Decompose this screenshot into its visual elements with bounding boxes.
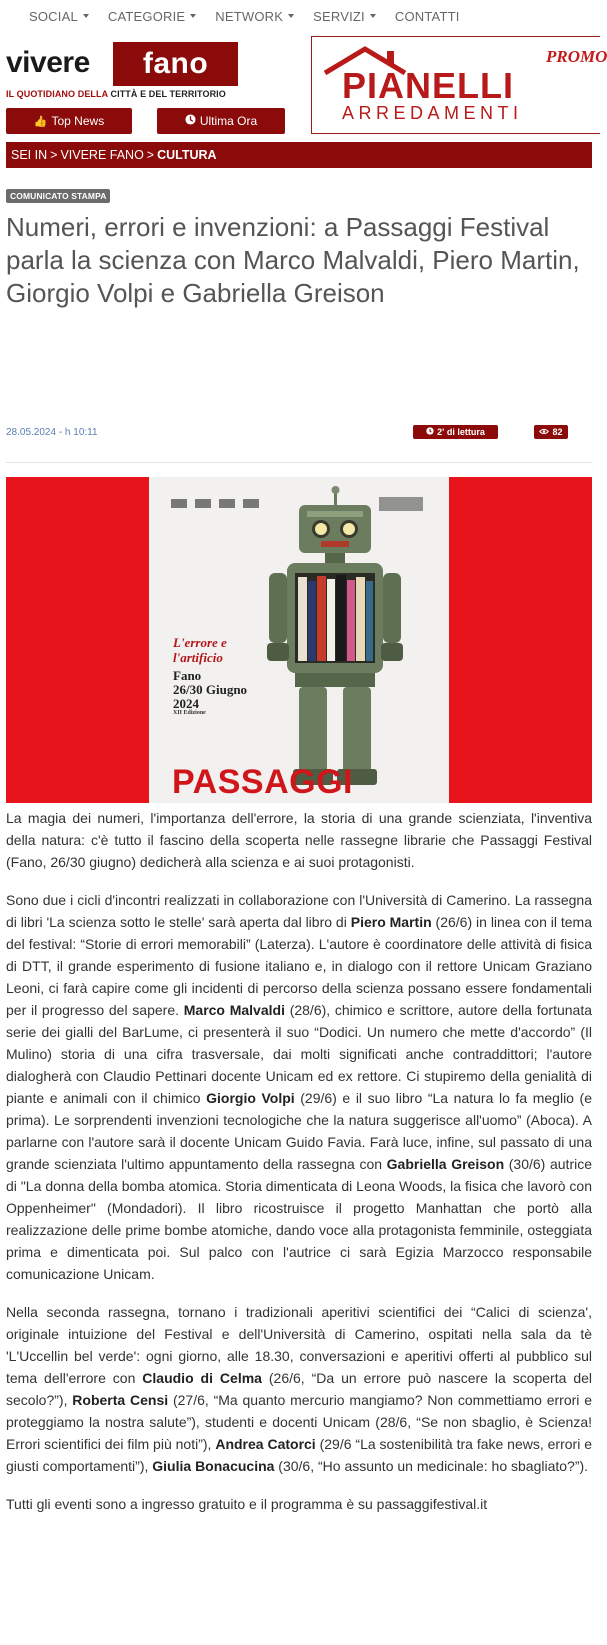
thumbs-up-icon: 👍 xyxy=(33,115,48,128)
divider xyxy=(6,462,592,463)
speaker-name: Andrea Catorci xyxy=(215,1436,316,1452)
tagline-part2: CITTÀ E DEL TERRITORIO xyxy=(110,89,226,99)
nav-contatti[interactable] xyxy=(395,9,460,24)
category-badge: COMUNICATO STAMPA xyxy=(6,189,110,203)
breadcrumb-separator: > xyxy=(50,148,58,162)
text-run: Nella seconda rassegna, tornano i tradizionali aperitivi scientifici dei “Calici di scienza', originale intuizione del Festival e dell'Università di Camerino, ospitati nella sala da tè 'L'Uccellin bel verde': ogni giorno, alle 18.30, conversazioni e aperitivi offerti al pubblico sul tema dell'errore con xyxy=(6,1304,592,1386)
poster-panel xyxy=(149,477,449,803)
article-date: 28.05.2024 - h 10:11 xyxy=(6,427,98,438)
chevron-down-icon xyxy=(288,14,294,18)
clock-icon xyxy=(185,114,196,128)
text-run: Sono due i cicli d'incontri realizzati in collaborazione con l'Università di Camerino. La rassegna di libri 'La scienza sotto le stelle' sarà aperta dal libro di xyxy=(6,892,592,930)
views-count: 82 xyxy=(552,427,563,437)
logo-word-vivere: vivere xyxy=(6,46,90,79)
views-badge xyxy=(534,425,568,439)
nav-social-label: SOCIAL xyxy=(29,8,78,24)
breadcrumb-current[interactable]: CULTURA xyxy=(157,148,217,162)
nav-network-label: NETWORK xyxy=(215,8,284,24)
breadcrumb-parent[interactable]: VIVERE FANO xyxy=(60,148,144,162)
text-run: (26/6) in linea con il tema del festival: “Storie di errori memorabili” (Laterza). L'autore è coordinatore delle attività di fisica di DTT, il grande esperimento di fusione italiano e, in dialogo con il rettore Unicam Graziano Leoni, ci farà capire come gli incidenti di percorso della scienza possano essere fondamentali per il progresso del sapere. xyxy=(6,914,593,1018)
breadcrumb-separator: > xyxy=(146,148,155,162)
ultima-ora-button[interactable] xyxy=(157,108,285,134)
nav-network[interactable] xyxy=(215,9,294,24)
ultima-ora-label: Ultima Ora xyxy=(199,114,258,128)
paragraph xyxy=(6,889,592,1285)
nav-social[interactable] xyxy=(29,9,89,24)
poster-subtitle-line1: L'errore e xyxy=(173,635,227,650)
paragraph: Tutti gli eventi sono a ingresso gratuito e il programma è su passaggifestival.it xyxy=(6,1496,488,1512)
article-title: Numeri, errori e invenzioni: a Passaggi Festival parla la scienza con Marco Malvaldi, Piero Martin, Giorgio Volpi e Gabriella Greison xyxy=(6,212,580,308)
text-run: (28/6), chimico e scrittore, autore della fortunata serie dei gialli del BarLume, ci presenterà il suo “Dodici. Un numero che mette d'accordo” (Il Mulino) storia di una cifra trasversale, dai molti significati anche contraddittori; l'autore dialogherà con Claudio Pettinari docente Unicam ed ex rettore. Ci stupiremo della genialità di piante e animali con il chimico xyxy=(6,1002,592,1106)
poster-dates xyxy=(173,669,247,711)
author-name: Marco Malvaldi xyxy=(183,1002,285,1018)
tagline-part1: IL QUOTIDIANO DELLA xyxy=(6,89,111,99)
site-logo[interactable] xyxy=(6,42,238,100)
nav-servizi[interactable] xyxy=(313,9,376,24)
speaker-name: Giulia Bonacucina xyxy=(152,1458,275,1474)
poster-festival-name: PASSAGGI xyxy=(172,763,353,801)
text-run: (29/6) e il suo libro “La natura lo fa meglio (e prima). Le sorprendenti invenzioni tecnologiche che la natura suggerisce all'uomo” (Aboca). A parlarne con l'autore sarà il docente Unicam Guido Favia. Farà luce, infine, sul passato di una grande scienziata l'ultimo appuntamento della rassegna con xyxy=(6,1090,593,1172)
author-name: Piero Martin xyxy=(350,914,432,930)
logo-word-fano: fano xyxy=(113,42,238,86)
top-news-button[interactable] xyxy=(6,108,132,134)
poster-city: Fano xyxy=(173,668,202,683)
advert-subtitle: ARREDAMENTI xyxy=(342,103,523,123)
chevron-down-icon xyxy=(190,14,196,18)
advert-name: PIANELLI xyxy=(342,65,515,106)
advert-promo: PROMO xyxy=(546,47,607,66)
clock-icon xyxy=(426,427,434,437)
speaker-name: Claudio di Celma xyxy=(142,1370,262,1386)
poster-subtitle-line2: l'artificio xyxy=(173,650,223,665)
poster-date-range: 26/30 Giugno xyxy=(173,682,248,697)
nav-servizi-label: SERVIZI xyxy=(313,8,365,24)
author-name: Gabriella Greison xyxy=(386,1156,505,1172)
eye-icon xyxy=(539,428,549,437)
paragraph xyxy=(6,1301,592,1477)
text-run: (27/6, “Ma quanto mercurio mangiamo? Non commettiamo errori e proteggiamo la nostra salute”), studenti e docenti Unicam (28/6, “Se non sbaglio, è Scienza! Errori scientifici dei film più noti”), xyxy=(6,1392,592,1452)
article-body xyxy=(6,807,592,1531)
chevron-down-icon xyxy=(370,14,376,18)
article-image xyxy=(6,477,592,803)
poster-year: 2024 xyxy=(173,696,199,711)
nav-contatti-label: CONTATTI xyxy=(394,8,460,24)
breadcrumb xyxy=(6,142,592,168)
advert-banner[interactable] xyxy=(311,36,607,134)
chevron-down-icon xyxy=(83,14,89,18)
author-name: Giorgio Volpi xyxy=(206,1090,295,1106)
top-news-label: Top News xyxy=(51,114,105,128)
poster-subtitle xyxy=(173,635,227,665)
nav-categorie-label: CATEGORIE xyxy=(107,8,186,24)
nav-categorie[interactable] xyxy=(108,9,196,24)
breadcrumb-home[interactable]: SEI IN xyxy=(11,148,48,162)
reading-time-badge xyxy=(413,425,498,439)
text-run: (26/6, “Da un errore può nascere la scoperta del secolo?”), xyxy=(6,1370,592,1408)
text-run: (30/6) autrice di "La donna della bomba atomica. Storia dimenticata di Leona Woods, la fisica che lavorò con Oppenheimer" (Mondadori). Il libro ricostruisce il progetto Manhattan che portò alla realizzazione delle prime bombe atomiche, dando voce alla protagonista femminile, osteggiata prima e dimenticata poi. Sul palco con l'autrice ci sarà Egizia Marzocco responsabile comunicazione Unicam. xyxy=(6,1156,593,1282)
top-nav xyxy=(0,0,600,32)
paragraph: La magia dei numeri, l'importanza dell'errore, la storia di una grande scienziata, l'inventiva della natura: c'è tutto il fascino della scoperta nelle rassegne librarie che Passaggi Festival (Fano, 26/30 giugno) dedicherà alla scienza e ai suoi protagonisti. xyxy=(6,810,592,870)
text-run: (30/6, “Ho assunto un medicinale: ho sbagliato?”). xyxy=(274,1458,589,1474)
text-run: (29/6 “La sostenibilità tra fake news, errori e giusti comportamenti”), xyxy=(6,1436,593,1474)
logo-tagline xyxy=(6,89,226,99)
reading-time-label: 2' di lettura xyxy=(437,427,485,437)
speaker-name: Roberta Censi xyxy=(72,1392,169,1408)
poster-edition: XII Edizione xyxy=(173,710,206,716)
